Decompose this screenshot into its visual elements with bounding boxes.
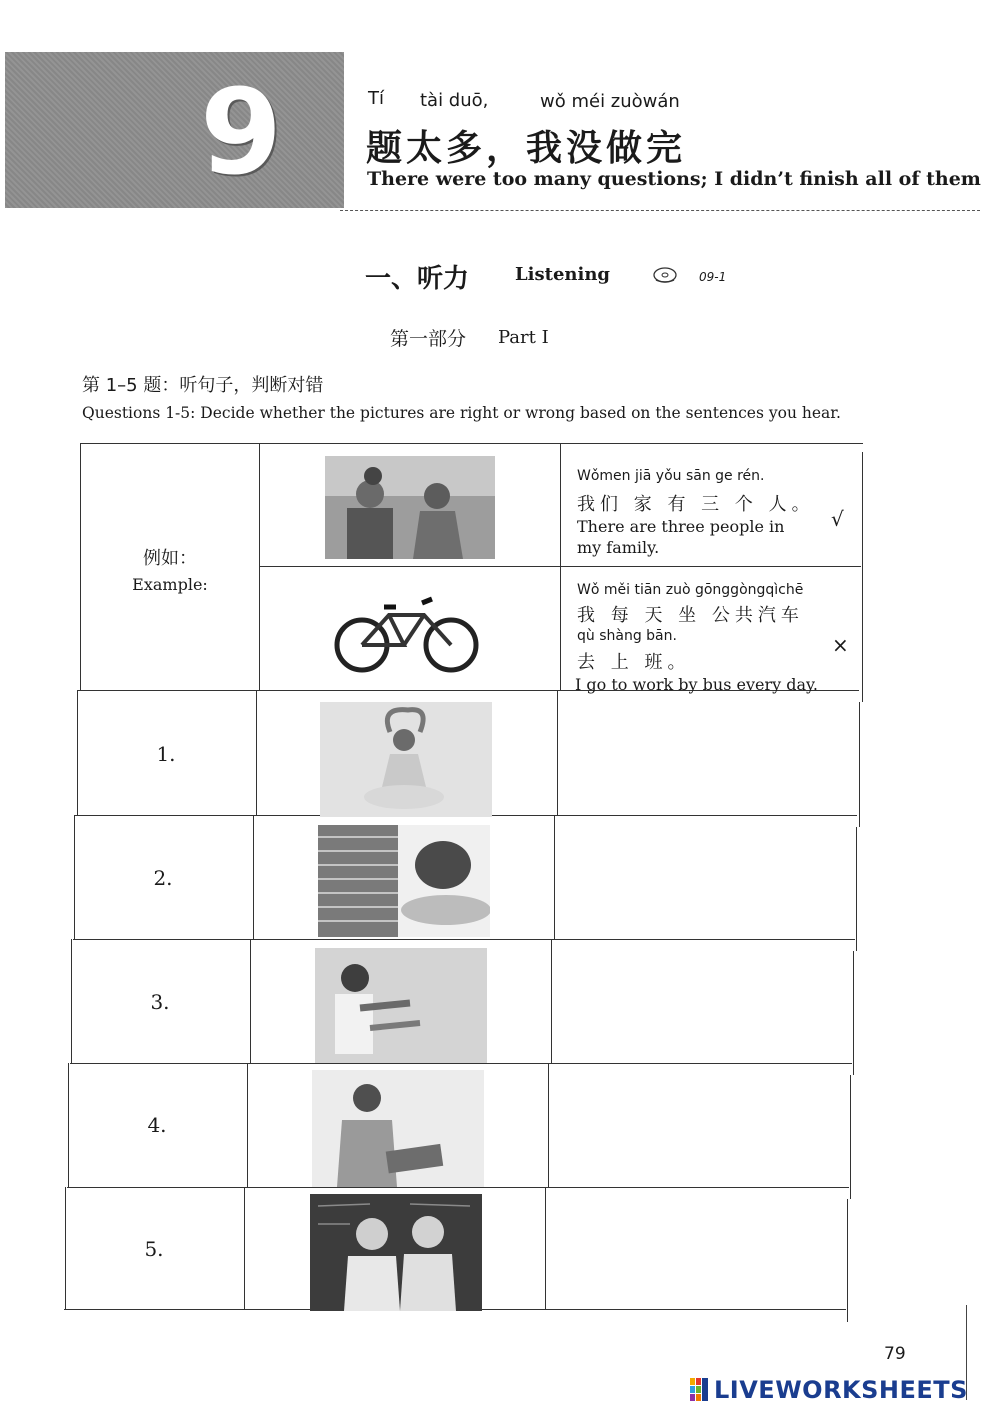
liveworksheets-logo-text: LIVEWORKSHEETS [714,1376,968,1404]
boy-sleeping-on-papers-photo [318,825,490,937]
example-1-english-line1: There are three people in [577,517,785,536]
table-line [80,443,863,444]
question-number-1: 1. [156,742,176,766]
title-pinyin-3: wǒ méi zuòwán [540,91,680,112]
answer-cell-5[interactable] [548,1189,845,1320]
table-line [247,1063,248,1187]
cd-icon[interactable] [652,264,678,284]
bicycle-photo [334,585,479,677]
section-title-chinese: 一、听力 [365,264,470,294]
table-line [545,1187,546,1309]
liveworksheets-logo[interactable] [690,1374,968,1406]
question-number-5: 5. [144,1237,164,1261]
table-line [551,939,552,1063]
table-line [557,690,558,815]
instructions-english: Questions 1-5: Decide whether the pictures are right or wrong based on the sentences you hear. [82,404,841,422]
question-number-4: 4. [147,1113,167,1137]
example-2-pinyin-line2: qù shàng bān. [577,628,677,644]
table-line [850,1075,851,1199]
liveworksheets-logo-icon [690,1376,710,1404]
table-line [65,1187,66,1309]
example-1-pinyin: Wǒmen jiā yǒu sān ge rén. [577,468,765,484]
family-photo [325,456,495,559]
table-line [71,939,72,1063]
table-line [859,702,860,827]
ballet-girl-photo [320,702,492,817]
table-line [256,690,257,815]
example-1-chinese: 我们 家 有 三 个 人。 [577,494,815,515]
table-line [847,1199,848,1322]
page-number: 79 [884,1344,906,1364]
check-mark: √ [831,507,844,531]
table-line [68,1063,69,1187]
example-label-english: Example: [132,575,208,594]
cross-mark: × [832,633,849,657]
example-2-chinese: 我 每 天 坐 公共汽车 [577,605,804,626]
woman-reading-photo [312,1070,484,1187]
example-1-english-line2: my family. [577,538,660,557]
question-number-2: 2. [153,866,173,890]
audio-track-number: 09-1 [699,270,727,284]
table-line [554,815,555,939]
table-line [244,1187,245,1309]
answer-cell-3[interactable] [554,941,853,1075]
part-title-chinese: 第一部分 [390,328,467,350]
table-line [862,452,863,702]
lesson-title-english: There were too many questions; I didn’t finish all of them [367,168,981,190]
table-line [250,939,251,1063]
table-line [856,827,857,951]
title-pinyin-2: tài duō, [420,90,489,111]
table-line [253,815,254,939]
lesson-number-box [5,52,344,208]
example-2-pinyin: Wǒ měi tiān zuò gōnggòngqìchē [577,582,804,598]
question-number-3: 3. [150,990,170,1014]
section-title-english: Listening [515,264,610,285]
example-label-chinese: 例如： [143,548,197,569]
header-divider [340,210,980,211]
table-line [77,690,78,815]
instructions-chinese: 第 1–5 题：听句子，判断对错 [82,375,324,396]
table-line [74,815,75,939]
boy-writing-on-board-photo [315,948,487,1063]
answer-cell-4[interactable] [551,1065,850,1199]
title-pinyin-1: Tí [368,88,384,109]
example-2-english: I go to work by bus every day. [575,675,819,694]
answer-cell-2[interactable] [557,817,856,951]
table-line [548,1063,549,1187]
answer-cell-1[interactable] [560,692,859,827]
lesson-number: 9 [200,63,283,201]
table-line [560,443,561,690]
example-2-chinese-line2: 去 上 班。 [577,652,691,673]
two-boys-chalkboard-photo [310,1194,482,1311]
part-title-english: Part Ⅰ [498,327,549,348]
lesson-title-chinese: 题太多，我没做完 [366,128,687,169]
table-line [853,951,854,1075]
